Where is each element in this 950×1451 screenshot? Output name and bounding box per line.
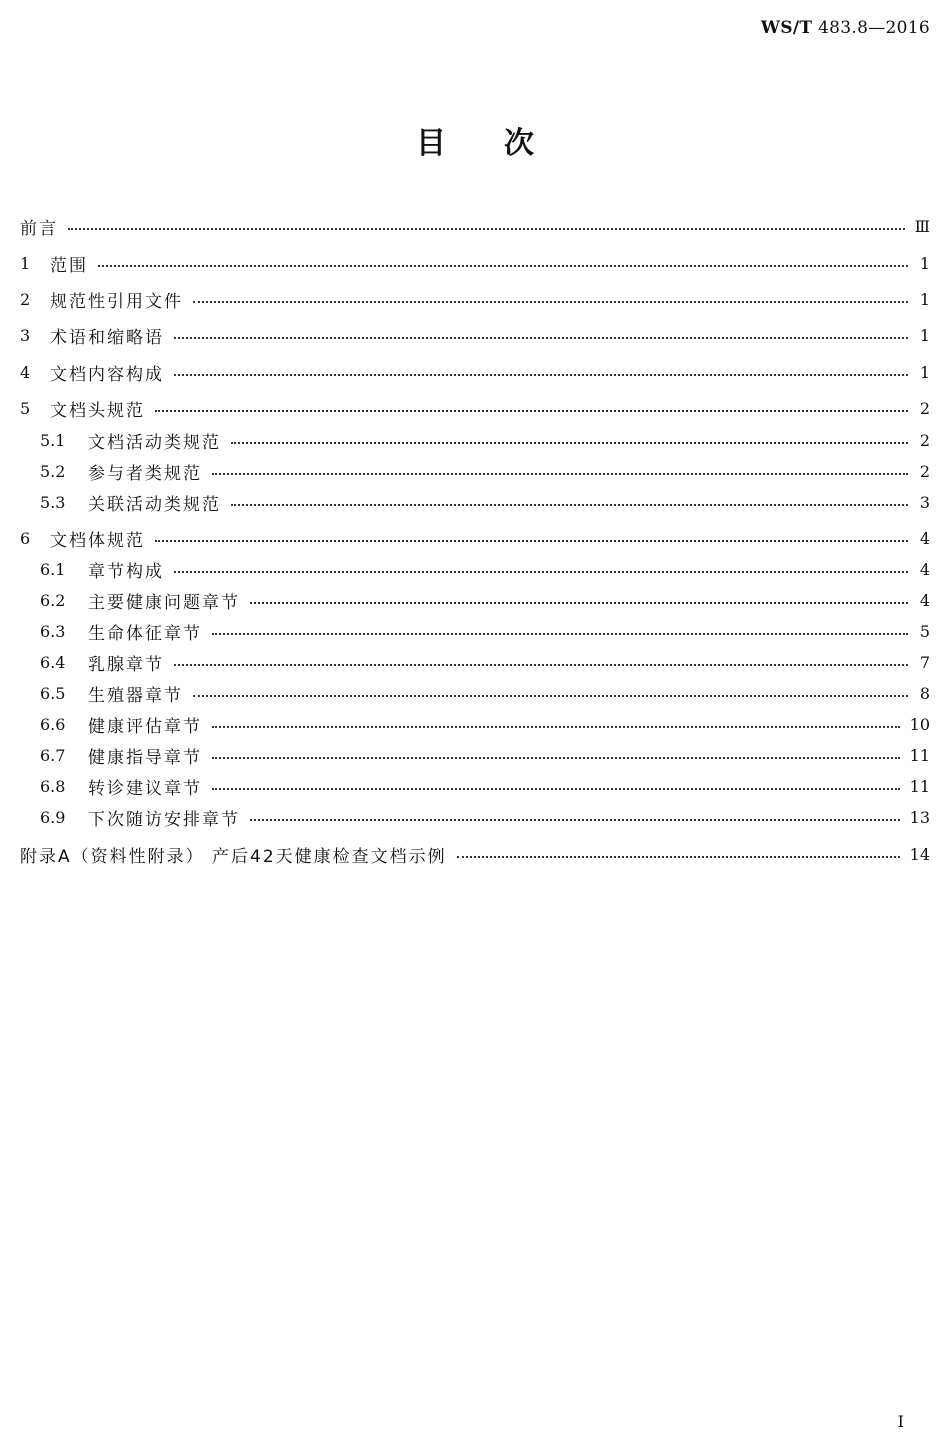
toc-entry-number: 6.2: [40, 590, 66, 610]
toc-entry-page: 5: [919, 621, 930, 641]
toc-entry[interactable]: [20, 321, 930, 349]
toc-entry[interactable]: [20, 524, 930, 552]
page-number: I: [897, 1412, 904, 1431]
toc-dot-leader: [174, 571, 908, 573]
toc-entry-number: 6: [20, 528, 31, 548]
toc-entry-title: 参与者类规范: [88, 463, 202, 484]
toc-entry-page: 11: [909, 745, 930, 765]
toc-dot-leader: [212, 633, 908, 635]
standard-number: 483.8—2016: [818, 18, 930, 38]
toc-entry-title: 附录A（资料性附录） 产后42天健康检查文档示例: [20, 846, 447, 867]
toc-dot-leader: [231, 442, 908, 444]
toc-dot-leader: [98, 265, 908, 267]
toc-entry-title: 文档头规范: [50, 400, 145, 421]
toc-dot-leader: [212, 788, 900, 790]
toc-entry-page: 10: [909, 714, 930, 734]
toc-entry-number: 5.1: [40, 430, 66, 450]
toc-entry[interactable]: [40, 648, 930, 676]
toc-entry[interactable]: [40, 772, 930, 800]
toc-entry-title: 规范性引用文件: [50, 291, 183, 312]
toc-entry[interactable]: [40, 586, 930, 614]
toc-entry-number: 6.3: [40, 621, 66, 641]
toc-entry-number: 5.3: [40, 492, 66, 512]
toc-dot-leader: [174, 337, 908, 339]
toc-entry-title: 范围: [50, 255, 88, 276]
toc-dot-leader: [250, 819, 900, 821]
standard-prefix: WS/T: [760, 18, 813, 38]
toc-entry[interactable]: [20, 212, 930, 240]
toc-dot-leader: [68, 228, 905, 230]
toc-entry[interactable]: [40, 555, 930, 583]
toc-entry-title: 章节构成: [88, 561, 164, 582]
toc-entry-page: 2: [919, 430, 930, 450]
toc-dot-leader: [193, 301, 908, 303]
toc-entry-title: 下次随访安排章节: [88, 809, 240, 830]
toc-entry-title: 生殖器章节: [88, 685, 183, 706]
toc-entry-number: 6.5: [40, 683, 66, 703]
toc-entry-page: 1: [919, 325, 930, 345]
toc-entry-title: 生命体征章节: [88, 623, 202, 644]
standard-code: [761, 18, 930, 38]
toc-entry-title: 主要健康问题章节: [88, 592, 240, 613]
toc-entry-page: 13: [909, 807, 930, 827]
toc-entry[interactable]: [40, 710, 930, 738]
toc-entry-page: 1: [919, 289, 930, 309]
toc-entry[interactable]: [20, 394, 930, 422]
toc-entry-title: 前言: [20, 218, 58, 239]
toc-entry-number: 4: [20, 362, 31, 382]
toc-entry-number: 6.4: [40, 652, 66, 672]
toc-dot-leader: [155, 410, 908, 412]
toc-entry-number: 6.9: [40, 807, 66, 827]
toc-entry[interactable]: [40, 457, 930, 485]
toc-dot-leader: [457, 856, 900, 858]
toc-entry-page: 8: [919, 683, 930, 703]
toc-entry-number: 5: [20, 398, 31, 418]
page-title: 目次: [416, 126, 592, 161]
toc-entry-title: 术语和缩略语: [50, 327, 164, 348]
toc-entry-title: 文档内容构成: [50, 364, 164, 385]
toc-dot-leader: [155, 540, 908, 542]
toc-entry[interactable]: [20, 249, 930, 277]
toc-dot-leader: [174, 664, 908, 666]
toc-entry-page: 4: [919, 590, 930, 610]
toc-entry-page: 3: [919, 492, 930, 512]
toc-entry[interactable]: [40, 617, 930, 645]
toc-dot-leader: [212, 757, 900, 759]
toc-dot-leader: [193, 695, 908, 697]
toc-entry-number: 5.2: [40, 461, 66, 481]
toc-dot-leader: [212, 473, 908, 475]
toc-entry-title: 转诊建议章节: [88, 778, 202, 799]
toc-dot-leader: [250, 602, 908, 604]
toc-entry-number: 6.1: [40, 559, 66, 579]
toc-entry-page: 4: [919, 559, 930, 579]
toc-entry-page: 11: [909, 776, 930, 796]
toc-entry[interactable]: [40, 488, 930, 516]
toc-entry[interactable]: [40, 426, 930, 454]
toc-entry-title: 乳腺章节: [88, 654, 164, 675]
toc-entry-page: 1: [919, 253, 930, 273]
toc-entry-page: 14: [909, 844, 930, 864]
toc-entry[interactable]: [40, 803, 930, 831]
toc-dot-leader: [231, 504, 908, 506]
toc-dot-leader: [174, 374, 908, 376]
toc-entry-title: 文档活动类规范: [88, 432, 221, 453]
toc-entry-title: 健康指导章节: [88, 747, 202, 768]
toc-entry[interactable]: [40, 741, 930, 769]
toc-entry-page: 2: [919, 461, 930, 481]
toc-entry-title: 关联活动类规范: [88, 494, 221, 515]
toc-entry[interactable]: [20, 840, 930, 868]
toc-entry-page: 1: [919, 362, 930, 382]
toc-dot-leader: [212, 726, 900, 728]
toc-entry-page: 2: [919, 398, 930, 418]
toc-entry-title: 文档体规范: [50, 530, 145, 551]
toc-entry-number: 6.6: [40, 714, 66, 734]
toc-entry-number: 6.7: [40, 745, 66, 765]
toc-entry[interactable]: [20, 358, 930, 386]
toc-entry-page: 4: [919, 528, 930, 548]
toc-entry-number: 3: [20, 325, 31, 345]
toc-entry-number: 6.8: [40, 776, 66, 796]
toc-entry-number: 2: [20, 289, 31, 309]
toc-entry-title: 健康评估章节: [88, 716, 202, 737]
toc-entry[interactable]: [20, 285, 930, 313]
toc-entry-page: 7: [919, 652, 930, 672]
toc-entry-number: 1: [20, 253, 31, 273]
toc-entry[interactable]: [40, 679, 930, 707]
toc-entry-page: Ⅲ: [914, 216, 930, 236]
